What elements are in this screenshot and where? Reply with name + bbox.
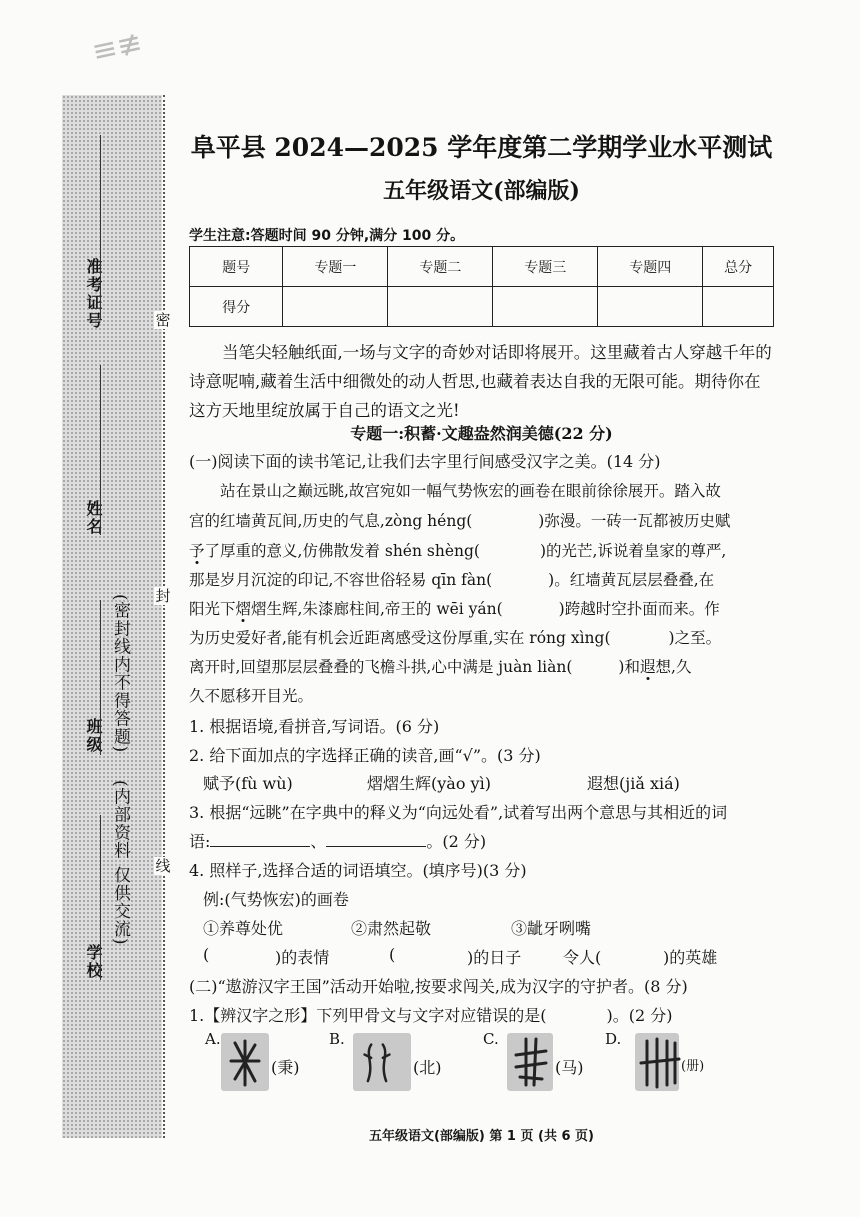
oracle-glyph-d-icon (635, 1033, 679, 1091)
page-subtitle: 五年级语文(部编版) (383, 178, 580, 204)
oracle-glyph-a-icon (221, 1033, 269, 1091)
blank-open: ( (203, 945, 210, 964)
score-cell: 总分 (703, 247, 774, 287)
part-two-heading: (二)“遨游汉字王国”活动开始啦,按要求闯关,成为汉字的守护者。(8 分) (189, 977, 688, 996)
question-3-score: 。(2 分) (426, 832, 487, 851)
passage-line: 久不愿移开目光。 (189, 687, 314, 705)
question-5-tail: )。(2 分) (606, 1006, 673, 1025)
field-class (100, 600, 101, 755)
score-cell: 专题三 (493, 247, 598, 287)
question-5 (189, 1003, 774, 1026)
score-input[interactable] (283, 287, 388, 327)
score-input[interactable] (703, 287, 774, 327)
score-header-row (190, 247, 774, 287)
page-title: 阜平县 2024—2025 学年度第二学期学业水平测试 (190, 133, 773, 162)
score-input[interactable] (388, 287, 493, 327)
choice-letter-d[interactable]: D. (605, 1030, 622, 1048)
passage-text: 那是岁月沉淀的印记,不容世俗轻易 qīn fàn( (189, 571, 493, 589)
question-2: 2. 给下面加点的字选择正确的读音,画“√”。(3 分) (189, 746, 541, 765)
label-school: 学校 (84, 944, 103, 980)
oracle-glyph-c-icon (507, 1033, 553, 1091)
score-cell: 专题一 (283, 247, 388, 287)
seal-char-feng: 封 (155, 587, 171, 605)
dotted-char: 予 (189, 542, 205, 560)
dotted-char: 遐 (639, 658, 656, 676)
score-input[interactable] (598, 287, 703, 327)
question-3-lead: 语: (189, 832, 211, 851)
passage-text: 宫的红墙黄瓦间,历史的气息,zòng héng( (189, 512, 473, 530)
seal-note: (密封线内不得答题) (110, 594, 130, 754)
intro-paragraph: 当笔尖轻触纸面,一场与文字的奇妙对话即将展开。这里藏着古人穿越千年的诗意呢喃,藏着生活中细微处的动人哲思,也藏着表达自我的无限可能。期待你在这方天地里绽放属于自己的语文之光! (189, 343, 772, 420)
question-1: 1. 根据语境,看拼音,写词语。(6 分) (189, 717, 440, 736)
field-name (100, 365, 101, 535)
choice-letter-b[interactable]: B. (329, 1030, 345, 1048)
seal-char-xian: 线 (155, 857, 171, 875)
exam-notice: 学生注意:答题时间 90 分钟,满分 100 分。 (189, 228, 465, 244)
passage-text: )。红墙黄瓦层层叠叠,在 (548, 571, 715, 589)
reading-option[interactable]: 熠熠生辉(yào yì) (367, 774, 491, 793)
passage-text: 离开时,回望那层层叠叠的飞檐斗拱,心中满是 juàn liàn( (189, 658, 573, 676)
field-school (100, 815, 101, 980)
choice-letter-a[interactable]: A. (205, 1030, 221, 1048)
part-one-heading: (一)阅读下面的读书笔记,让我们去字里行间感受汉字之美。(14 分) (189, 452, 661, 471)
choice-char-b: (北) (413, 1058, 442, 1077)
passage-text: 想,久 (655, 658, 692, 676)
blank-open: ( (389, 945, 396, 964)
margin-scribble: ≡≢ (88, 25, 146, 70)
seal-char-mi: 密 (155, 311, 171, 329)
question-3-answer (189, 829, 774, 852)
passage-line (189, 539, 774, 561)
seal-dotted-line (163, 95, 165, 1138)
score-cell: 专题二 (388, 247, 493, 287)
reading-option[interactable]: 遐想(jiǎ xiá) (587, 774, 680, 793)
passage-line (189, 597, 774, 619)
passage-text: 为历史爱好者,能有机会近距离感受这份厚重,实在 róng xìng( (189, 629, 611, 647)
passage-text: 阳光下 (189, 600, 236, 618)
score-value-row (190, 287, 774, 327)
word-option: ①养尊处优 (203, 919, 284, 938)
field-exam-number (100, 135, 101, 320)
score-cell: 专题四 (598, 247, 703, 287)
dotted-char: 熠 (235, 600, 252, 618)
label-class: 班级 (84, 718, 103, 754)
label-exam-number: 准考证号 (84, 258, 103, 330)
fill-blank[interactable] (219, 945, 273, 965)
passage-text: )跨越时空扑面而来。作 (558, 600, 720, 618)
blank-open: 令人( (563, 948, 602, 967)
fill-blank[interactable] (405, 945, 465, 965)
choice-char-c: (马) (555, 1058, 584, 1077)
passage-line (189, 568, 774, 590)
internal-note: (内部资料 仅供交流) (110, 780, 130, 946)
word-option: ③龇牙咧嘴 (511, 919, 592, 938)
passage-text: 了厚重的意义,仿佛散发着 shén shèng( (204, 542, 480, 560)
choice-letter-c[interactable]: C. (483, 1030, 499, 1048)
answer-underline[interactable] (326, 830, 426, 847)
score-cell: 题号 (190, 247, 283, 287)
passage-text: 熠生辉,朱漆廊柱间,帝王的 wēi yán( (251, 600, 503, 618)
section-heading: 专题一:积蓄·文趣盎然润美德(22 分) (350, 424, 613, 443)
passage-line (189, 509, 774, 531)
score-table (189, 246, 774, 327)
passage-line (189, 626, 774, 648)
blank-close: )的日子 (467, 948, 522, 967)
blank-close: )的英雄 (663, 948, 718, 967)
page-footer: 五年级语文(部编版) 第 1 页 (共 6 页) (368, 1129, 594, 1144)
choice-char-a: (秉) (271, 1058, 300, 1077)
blank-close: )的表情 (275, 948, 330, 967)
passage-line: 站在景山之巅远眺,故宫宛如一幅气势恢宏的画卷在眼前徐徐展开。踏入故 (220, 482, 721, 500)
reading-option[interactable]: 赋予(fù wù) (203, 774, 293, 793)
fill-blank[interactable] (611, 945, 661, 965)
score-cell: 得分 (190, 287, 283, 327)
passage-line (189, 655, 774, 677)
choice-char-d: (册) (681, 1059, 705, 1074)
label-name: 姓名 (84, 500, 103, 536)
oracle-glyph-b-icon (353, 1033, 411, 1091)
passage-text: )的光芒,诉说着皇家的尊严, (539, 542, 727, 560)
passage-text: )和 (618, 658, 640, 676)
question-3-sep: 、 (310, 832, 327, 851)
question-4-example: 例:(气势恢宏)的画卷 (203, 890, 349, 909)
word-option: ②肃然起敬 (351, 919, 432, 938)
question-3: 3. 根据“远眺”在字典中的释义为“向远处看”,试着写出两个意思与其相近的词 (189, 803, 728, 822)
passage-text: )弥漫。一砖一瓦都被历史赋 (538, 512, 731, 530)
passage-text: )之至。 (668, 629, 722, 647)
answer-underline[interactable] (210, 830, 310, 847)
question-4: 4. 照样子,选择合适的词语填空。(填序号)(3 分) (189, 861, 527, 880)
score-input[interactable] (493, 287, 598, 327)
question-5-text: 1.【辨汉字之形】下列甲骨文与文字对应错误的是( (189, 1006, 547, 1025)
